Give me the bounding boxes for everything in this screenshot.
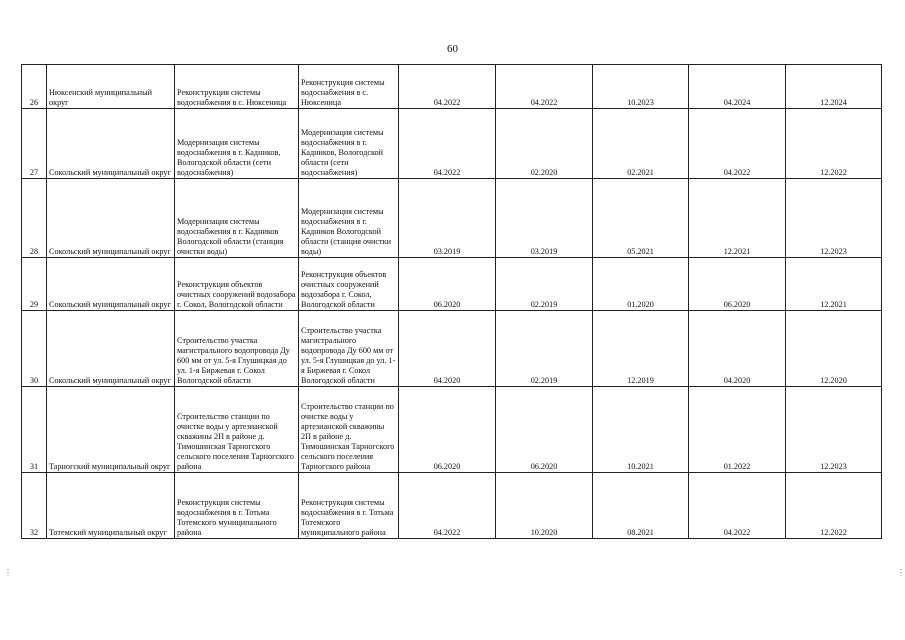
row-number: 30 — [22, 311, 47, 387]
date-cell: 01.2022 — [689, 387, 786, 473]
district-cell: Сокольский муниципальный округ — [47, 109, 175, 179]
row-number: 32 — [22, 473, 47, 539]
date-cell: 12.2021 — [786, 258, 882, 311]
date-cell: 01.2020 — [593, 258, 689, 311]
table-row — [22, 109, 882, 179]
measure-cell: Реконструкция объектов очистных сооружений водозабора г. Сокол, Вологодской области — [299, 258, 399, 311]
row-number: 28 — [22, 179, 47, 258]
date-cell: 04.2022 — [399, 473, 496, 539]
date-cell: 02.2020 — [496, 109, 593, 179]
date-cell: 04.2022 — [496, 65, 593, 109]
date-cell: 06.2020 — [689, 258, 786, 311]
date-cell: 04.2022 — [399, 109, 496, 179]
date-cell: 04.2022 — [689, 109, 786, 179]
date-cell: 04.2022 — [689, 473, 786, 539]
table-row — [22, 258, 882, 311]
object-cell: Реконструкция системы водоснабжения в с. Нюксеница — [175, 65, 299, 109]
district-cell: Сокольский муниципальный округ — [47, 179, 175, 258]
date-cell: 04.2024 — [689, 65, 786, 109]
district-cell: Тотемский муниципальный округ — [47, 473, 175, 539]
date-cell: 02.2019 — [496, 258, 593, 311]
measure-cell: Реконструкция системы водоснабжения в с. Нюксеница — [299, 65, 399, 109]
object-cell: Строительство участка магистрального водопровода Ду 600 мм от ул. 5-я Глушицкая до ул. 1-я Биржевая г. Сокол Вологодской области — [175, 311, 299, 387]
date-cell: 08.2021 — [593, 473, 689, 539]
construction-schedule-table — [21, 64, 882, 539]
date-cell: 04.2020 — [399, 311, 496, 387]
object-cell: Модернизация системы водоснабжения в г. Кадников Вологодской области (станция очистки воды) — [175, 179, 299, 258]
date-cell: 06.2020 — [399, 258, 496, 311]
row-number: 26 — [22, 65, 47, 109]
date-cell: 02.2021 — [593, 109, 689, 179]
date-cell: 12.2023 — [786, 179, 882, 258]
district-cell: Тарногский муниципальный округ — [47, 387, 175, 473]
measure-cell: Строительство станции по очистке воды у артезианской скважины 2П в районе д. Тимошинская Тарногского сельского поселения Тарногского района — [299, 387, 399, 473]
date-cell: 03.2019 — [399, 179, 496, 258]
date-cell: 12.2024 — [786, 65, 882, 109]
date-cell: 05.2021 — [593, 179, 689, 258]
object-cell: Строительство станции по очистке воды у артезианской скважины 2П в районе д. Тимошинская Тарногского сельского поселения Тарногского района — [175, 387, 299, 473]
table-row — [22, 387, 882, 473]
margin-mark-left: ⋮ — [4, 568, 12, 577]
district-cell: Сокольский муниципальный округ — [47, 258, 175, 311]
date-cell: 06.2020 — [399, 387, 496, 473]
date-cell: 12.2020 — [786, 311, 882, 387]
date-cell: 12.2021 — [689, 179, 786, 258]
date-cell: 12.2023 — [786, 387, 882, 473]
date-cell: 06.2020 — [496, 387, 593, 473]
date-cell: 12.2022 — [786, 473, 882, 539]
object-cell: Реконструкция объектов очистных сооружений водозабора г. Сокол, Вологодской области — [175, 258, 299, 311]
margin-mark-right: ⋮ — [897, 568, 905, 577]
date-cell: 04.2022 — [399, 65, 496, 109]
date-cell: 10.2021 — [593, 387, 689, 473]
date-cell: 02.2019 — [496, 311, 593, 387]
measure-cell: Реконструкция системы водоснабжения в г. Тотьма Тотемского муниципального района — [299, 473, 399, 539]
date-cell: 12.2022 — [786, 109, 882, 179]
district-cell: Сокольский муниципальный округ — [47, 311, 175, 387]
measure-cell: Модернизация системы водоснабжения в г. Кадников Вологодской области (станция очистки воды) — [299, 179, 399, 258]
page-number: 60 — [447, 43, 458, 55]
date-cell: 04.2020 — [689, 311, 786, 387]
object-cell: Реконструкция системы водоснабжения в г. Тотьма Тотемского муниципального района — [175, 473, 299, 539]
row-number: 31 — [22, 387, 47, 473]
table-row — [22, 179, 882, 258]
measure-cell: Модернизация системы водоснабжения в г. Кадников, Вологодской области (сети водоснабжения) — [299, 109, 399, 179]
row-number: 29 — [22, 258, 47, 311]
table-row — [22, 65, 882, 109]
date-cell: 12.2019 — [593, 311, 689, 387]
date-cell: 10.2020 — [496, 473, 593, 539]
row-number: 27 — [22, 109, 47, 179]
table-row — [22, 311, 882, 387]
object-cell: Модернизация системы водоснабжения в г. Кадников, Вологодской области (сети водоснабжения) — [175, 109, 299, 179]
district-cell: Нюксенский муниципальный округ — [47, 65, 175, 109]
measure-cell: Строительство участка магистрального водопровода Ду 600 мм от ул. 5-я Глушицкая до ул. 1-я Биржевая г. Сокол Вологодской области — [299, 311, 399, 387]
table-row — [22, 473, 882, 539]
date-cell: 03.2019 — [496, 179, 593, 258]
date-cell: 10.2023 — [593, 65, 689, 109]
